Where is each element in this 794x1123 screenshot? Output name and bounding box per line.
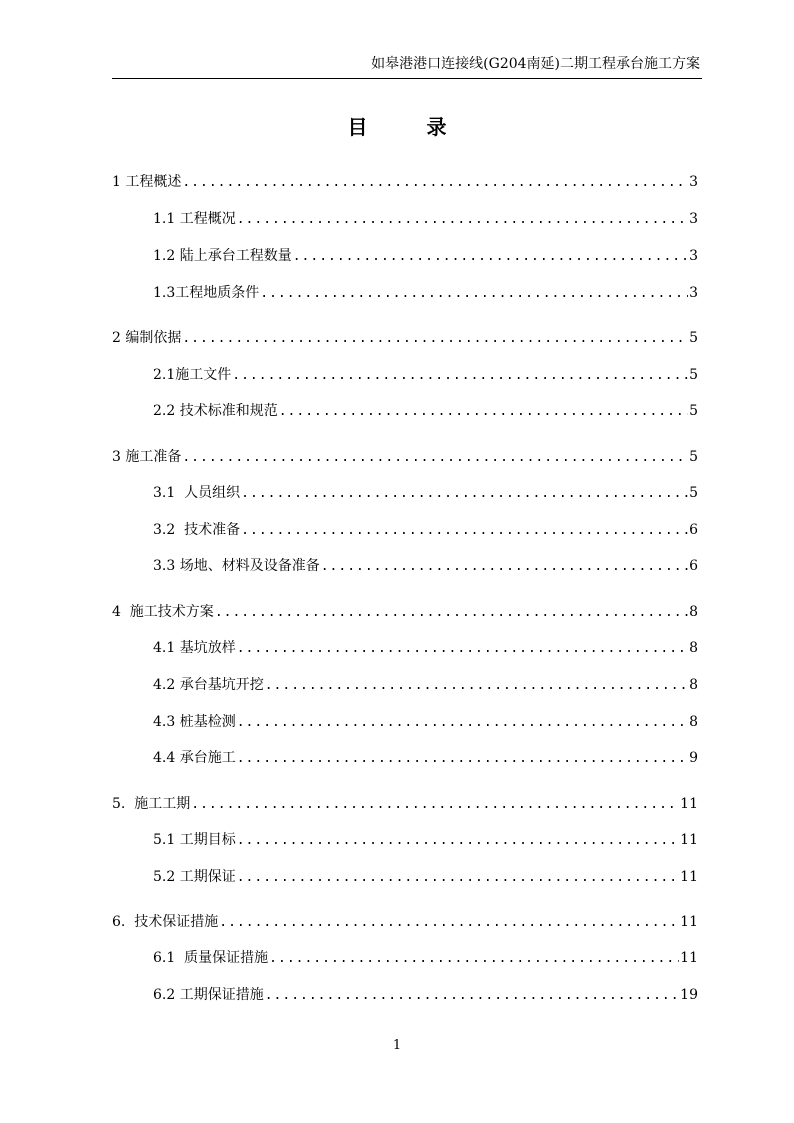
toc-leader-dots bbox=[269, 949, 679, 969]
toc-leader-dots bbox=[182, 173, 688, 193]
toc-entry-label: 5.2 工期保证 bbox=[153, 869, 236, 885]
toc-entry-page: 9 bbox=[689, 750, 698, 766]
toc-entry-page: 19 bbox=[680, 987, 698, 1003]
toc-leader-dots bbox=[237, 868, 679, 888]
toc-leader-dots bbox=[182, 448, 688, 468]
page-number: 1 bbox=[392, 1038, 402, 1053]
toc-entry-label: 1.2 陆上承台工程数量 bbox=[153, 248, 292, 264]
toc-entry-label: 3.2 技术准备 bbox=[153, 522, 241, 538]
toc-entry-label: 4.2 承台基坑开挖 bbox=[153, 677, 264, 693]
toc-entry-label: 5.1 工期目标 bbox=[153, 832, 236, 848]
toc-entry-label: 1.3工程地质条件 bbox=[153, 285, 260, 301]
toc-entry-label: 4.1 基坑放样 bbox=[153, 640, 236, 656]
toc-entry[interactable] bbox=[153, 283, 698, 303]
toc-entry[interactable] bbox=[112, 447, 698, 467]
toc-entry-page: 6 bbox=[689, 522, 698, 538]
document-title-header: 如皋港港口连接线(G204南延)二期工程承台施工方案 bbox=[371, 56, 700, 72]
toc-entry-page: 5 bbox=[689, 330, 698, 346]
toc-entry-page: 6 bbox=[689, 558, 698, 574]
toc-leader-dots bbox=[279, 402, 688, 422]
toc-entry[interactable] bbox=[112, 912, 698, 932]
toc-entry[interactable] bbox=[112, 172, 698, 192]
toc-entry-page: 8 bbox=[689, 640, 698, 656]
toc-entry[interactable] bbox=[153, 401, 698, 421]
toc-entry-label: 6. 技术保证措施 bbox=[112, 914, 219, 930]
toc-title-text: 目 录 bbox=[347, 115, 473, 139]
toc-leader-dots bbox=[293, 247, 688, 267]
toc-entry[interactable] bbox=[153, 520, 698, 540]
toc-leader-dots bbox=[260, 284, 688, 304]
toc-entry-label: 6.1 质量保证措施 bbox=[153, 950, 269, 966]
toc-entry-page: 5 bbox=[689, 367, 698, 383]
toc-entry-page: 8 bbox=[689, 714, 698, 730]
toc-entry[interactable] bbox=[153, 483, 698, 503]
toc-leader-dots bbox=[219, 913, 679, 933]
toc-leader-dots bbox=[237, 831, 679, 851]
toc-leader-dots bbox=[265, 676, 688, 696]
toc-entry-label: 1.1 工程概况 bbox=[153, 211, 236, 227]
toc-entry-label: 2.2 技术标准和规范 bbox=[153, 403, 278, 419]
toc-entry[interactable] bbox=[112, 328, 698, 348]
toc-entry[interactable] bbox=[153, 556, 698, 576]
toc-entry-label: 4 施工技术方案 bbox=[112, 604, 214, 620]
toc-entry-page: 11 bbox=[680, 914, 698, 930]
toc-entry-page: 3 bbox=[689, 211, 698, 227]
toc-entry-label: 6.2 工期保证措施 bbox=[153, 987, 264, 1003]
toc-entry[interactable] bbox=[153, 748, 698, 768]
toc-entry[interactable] bbox=[153, 867, 698, 887]
toc-leader-dots bbox=[321, 557, 688, 577]
toc-leader-dots bbox=[182, 329, 688, 349]
toc-entry[interactable] bbox=[153, 246, 698, 266]
toc-leader-dots bbox=[232, 366, 688, 386]
toc-entry[interactable] bbox=[153, 830, 698, 850]
toc-entry-label: 3.3 场地、材料及设备准备 bbox=[153, 558, 320, 574]
toc-leader-dots bbox=[237, 713, 688, 733]
toc-entry-label: 5. 施工工期 bbox=[112, 796, 191, 812]
toc-entry-label: 4.4 承台施工 bbox=[153, 750, 236, 766]
toc-entry-label: 1 工程概述 bbox=[112, 174, 182, 190]
toc-leader-dots bbox=[241, 521, 688, 541]
toc-entry[interactable] bbox=[153, 985, 698, 1005]
toc-entry[interactable] bbox=[153, 675, 698, 695]
toc-leader-dots bbox=[265, 986, 679, 1006]
toc-entry-page: 8 bbox=[689, 604, 698, 620]
toc-entry[interactable] bbox=[153, 209, 698, 229]
toc-entry-page: 11 bbox=[680, 796, 698, 812]
toc-entry[interactable] bbox=[153, 365, 698, 385]
toc-entry[interactable] bbox=[153, 948, 698, 968]
toc-entry-page: 11 bbox=[680, 950, 698, 966]
toc-entry-label: 2.1施工文件 bbox=[153, 367, 232, 383]
toc-entry-page: 8 bbox=[689, 677, 698, 693]
toc-leader-dots bbox=[237, 749, 688, 769]
toc-entry-page: 11 bbox=[680, 869, 698, 885]
toc-entry-page: 3 bbox=[689, 248, 698, 264]
toc-entry-label: 4.3 桩基检测 bbox=[153, 714, 236, 730]
toc-entry-page: 5 bbox=[689, 403, 698, 419]
toc-entry[interactable] bbox=[112, 602, 698, 622]
toc-leader-dots bbox=[237, 639, 688, 659]
toc-entry-page: 5 bbox=[689, 449, 698, 465]
toc-entry-page: 3 bbox=[689, 174, 698, 190]
toc-entry-page: 5 bbox=[689, 485, 698, 501]
toc-entry-label: 2 编制依据 bbox=[112, 330, 182, 346]
toc-leader-dots bbox=[191, 795, 679, 815]
toc-leader-dots bbox=[215, 603, 688, 623]
toc-entry[interactable] bbox=[153, 712, 698, 732]
toc-leader-dots bbox=[241, 484, 688, 504]
toc-entry-label: 3.1 人员组织 bbox=[153, 485, 241, 501]
toc-entry-page: 11 bbox=[680, 832, 698, 848]
toc-entry-page: 3 bbox=[689, 285, 698, 301]
toc-entry-label: 3 施工准备 bbox=[112, 449, 182, 465]
toc-entry[interactable] bbox=[112, 794, 698, 814]
toc-entry[interactable] bbox=[153, 638, 698, 658]
toc-leader-dots bbox=[237, 210, 688, 230]
